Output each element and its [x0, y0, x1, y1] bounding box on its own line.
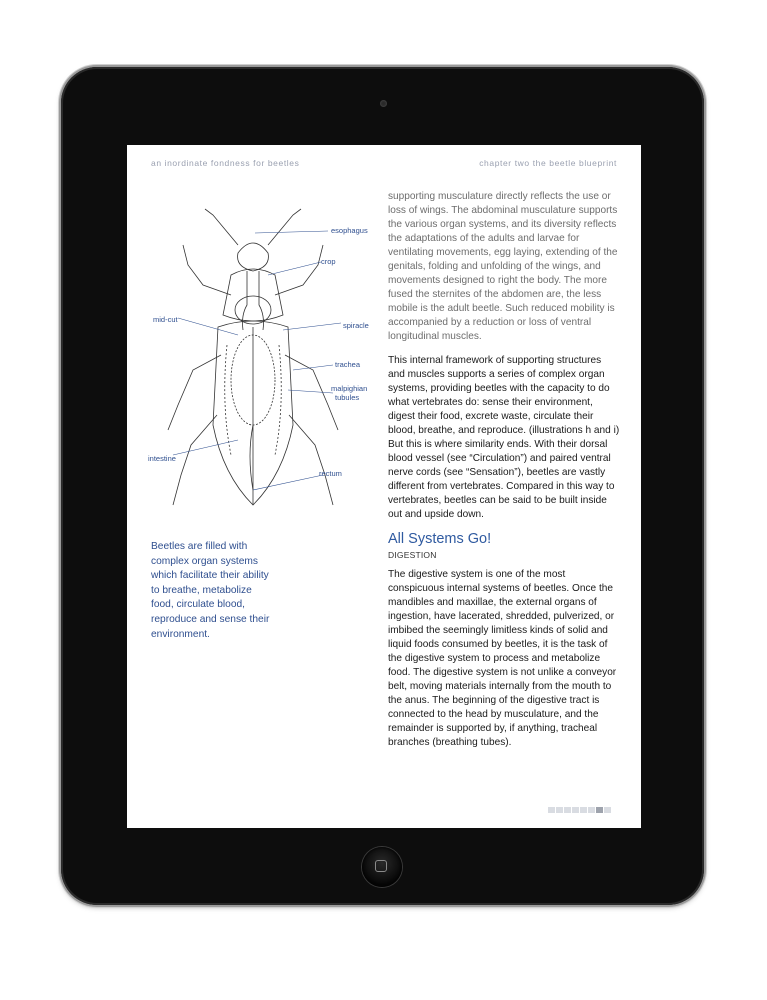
- page-dot[interactable]: [564, 807, 571, 813]
- page-dot[interactable]: [588, 807, 595, 813]
- label-mid-cut: mid-cut: [153, 315, 178, 324]
- beetle-anatomy-illustration: [143, 205, 373, 525]
- camera-icon: [380, 100, 387, 107]
- label-crop: crop: [321, 257, 336, 266]
- label-tubules: tubules: [335, 393, 360, 402]
- home-button[interactable]: [362, 847, 402, 887]
- label-intestine: intestine: [148, 454, 176, 463]
- page-dot[interactable]: [604, 807, 611, 813]
- home-square-icon: [375, 860, 387, 872]
- section-subheading: DIGESTION: [388, 550, 437, 560]
- page-dot[interactable]: [596, 807, 603, 813]
- page-dot[interactable]: [572, 807, 579, 813]
- page-dot[interactable]: [556, 807, 563, 813]
- running-header-chapter: chapter two the beetle blueprint: [479, 158, 617, 168]
- body-paragraph-1: supporting musculature directly reflects the use or loss of wings. The abdominal musculature supports the various organ systems, and its diversity reflects the adaptations of the adults and larvae for ventilating movements, egg laying, extending of the genitals, folding and unfolding of the wings, and movements designed to right the body. The more fused the sternites of the abdomen are, the less mobile is the adult beetle. Such reduced mobility is accompanied by a reduction or loss of ventral longitudinal muscles.: [388, 191, 618, 342]
- running-header-book-title: an inordinate fondness for beetles: [151, 158, 300, 168]
- label-rectum: rectum: [319, 469, 342, 478]
- page-dot[interactable]: [580, 807, 587, 813]
- section-heading: All Systems Go!: [388, 531, 492, 547]
- figure-caption: Beetles are filled with complex organ systems which facilitate their ability to breathe, metabolize food, circulate blood, reproduce and sense their environment.: [151, 541, 270, 640]
- page-indicator: [548, 807, 611, 813]
- label-spiracle: spiracle: [343, 321, 369, 330]
- ebook-page: [127, 145, 641, 828]
- body-paragraph-2: This internal framework of supporting structures and muscles supports a series of complex organ systems, providing beetles with the capacity to do what vertebrates do: sense their environment, digest their food, excrete waste, circulate their blood, breathe, and reproduce. (illustrations h and i) But this is where similarity ends. With their dorsal blood vessel (see “Circulation”) and paired ventral nerve cords (see “Sensation”), beetles are vastly different from vertebrates. Compared in this way to vertebrates, beetles can be said to be built inside out and upside down.: [388, 355, 620, 520]
- label-malpighian: malpighian: [331, 384, 368, 393]
- page-dot[interactable]: [548, 807, 555, 813]
- body-paragraph-3: The digestive system is one of the most conspicuous internal systems of beetles. Once the mandibles and maxillae, the external organs of ingestion, have lacerated, shredded, pulverized, or imbibed the seemingly limitless kinds of solid and liquid foods consumed by beetles, it is the task of the digestive system to process and metabolize food. The digestive system is not unlike a conveyor belt, moving materials internally from the mouth to the anus. The beginning of the digestive tract is connected to the head by musculature, and the remainder is supported by, if anything, tracheal branches (breathing tubes).: [388, 569, 617, 748]
- main-text-column: [388, 190, 620, 760]
- label-esophagus: esophagus: [331, 226, 368, 235]
- label-trachea: trachea: [335, 360, 361, 369]
